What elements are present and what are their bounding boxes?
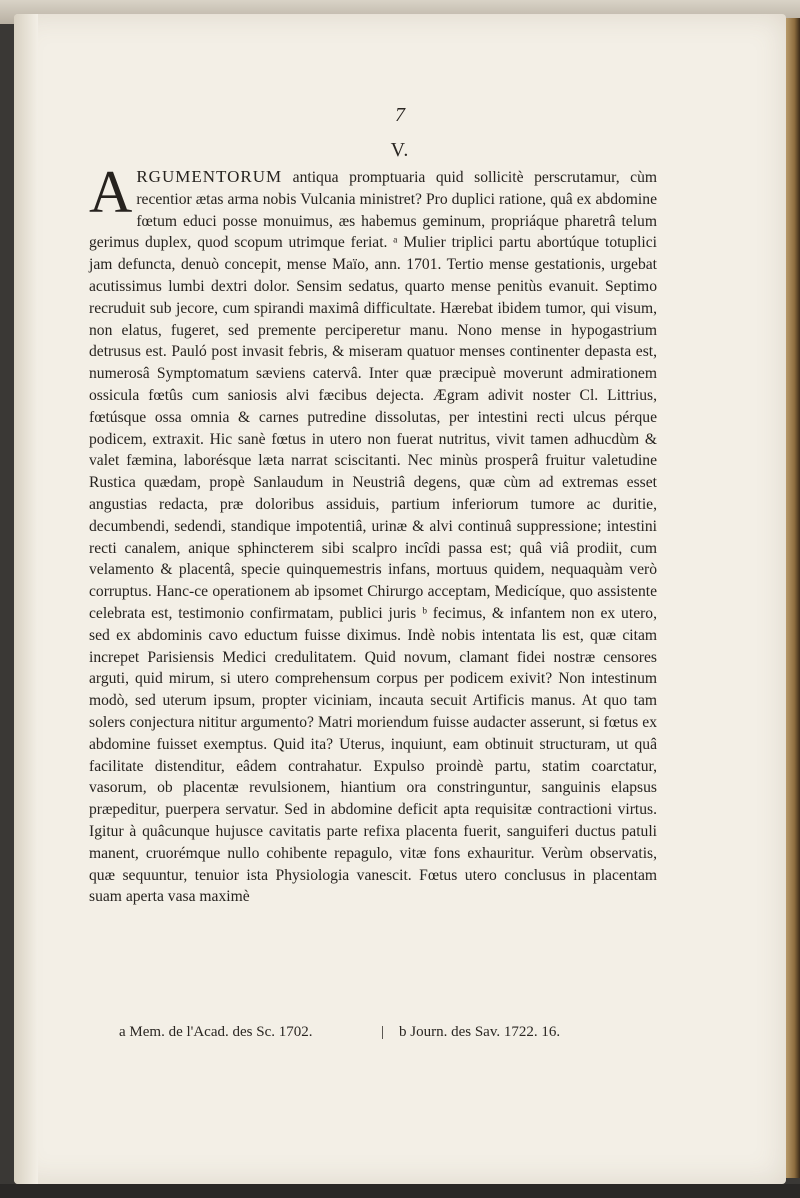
footnote-separator: | (381, 1024, 385, 1040)
first-word: RGUMENTORUM (136, 167, 283, 186)
footnote-a: a Mem. de l'Acad. des Sc. 1702. (119, 1024, 313, 1040)
book-page (14, 14, 786, 1184)
book-spine-edge (786, 18, 800, 1178)
section-number: V. (390, 139, 410, 161)
body-text: antiqua promptuaria quid sollicitè perscrutamur, cùm recentior ætas arma nobis Vulcania ministret? Pro duplici ratione, quâ ex abdomine fœtum educi posse monuimus, æs habemus geminum, propriáque pharetrâ telum gerimus duplex, quod scopum utrimque feriat. ᵃ Mulier triplici partu abortúque totuplici jam defuncta, denuò concepit, mense Maïo, ann. 1701. Tertio mense gestationis, urgebat acutissimus lumbi dextri dolor. Sensim sedatus, quarto mense penitùs evanuit. Septimo recruduit sub jecore, cum spirandi maximâ difficultate. Hærebat ibidem tumor, qui visum, non elatus, fugeret, sed premente perciperetur manu. Nono mense in hypogastrium detrusus est. Pauló post invasit febris, & miseram quatuor menses continenter depasta est, numerosâ Symptomatum sæviens catervâ. Inter quæ præcipuè moverunt admirationem ossicula fœtûs cum saniosis alvi fæcibus dejecta. Ægram adivit noster Cl. Littrius, fœtúsque ossa omnia & carnes putredine dissolutas, per intestini recti ulcus pérque podicem, extraxit. Hic sanè fœtus in utero non fuerat nutritus, vivit tamen adhucdùm & valet fæmina, laborésque læta narrat sciscitanti. Nec minùs prosperâ fruitur valetudine Rustica quædam, propè Sanlaudum in Neustriâ degens, quæ cùm ad extremas esset angustias redacta, præ doloribus assiduis, partium inferiorum tumore ac duritie, decumbendi, sedendi, standique impotentiâ, urinæ & alvi continuâ suppressione; intestini recti canalem, anique sphincterem sibi scalpro incîdi passa est; quâ viâ prodiit, cum velamento & placentâ, specie quinquemestris infans, mortuus quidem, nequaquàm verò corruptus. Hanc-ce operationem ab ipsomet Chirurgo acceptam, Medicíque, quo assistente celebrata est, testimonio confirmatam, publici juris ᵇ fecimus, & infantem non ex utero, sed ex abdominis cavo eductum fuisse diximus. Indè nobis intentata lis est, quæ citam increpet Parisiensis Medici credulitatem. Quid novum, clamant fidei nostræ censores arguti, quid mirum, si utero comprehensum corpus per podicem exivit? Non intestinum modò, sed uterum ipsum, propter viciniam, incauta secuit Artificis manus. At quo tam solers conjectura nititur argumento? Matri moriendum fuisse audacter asserunt, si fœtus ex abdomine fuisset exemptus. Quid ita? Uterus, inquiunt, eam obtinuit structuram, ut quâ facilitate distenditur, eâdem contrahatur. Expulso proindè partu, statim coarctatur, vasorum, ob placentæ revulsionem, hiantium ora constringuntur, sanguinis elapsus præpeditur, puerpera servatur. Sed in abdomine deficit apta requisitæ contractioni virtus. Igitur à quâcunque hujusce cavitatis parte refixa placenta fuerit, sanguiferi ductus patuli manent, cruorémque nullo cohibente repagulo, vitæ fons exhauritur. Verùm observatis, quæ sequuntur, tenuior ista Physiologia vanescit. Fœtus utero conclusus in placentam suam aperta vasa maximè (89, 169, 658, 906)
page-gutter-shadow (14, 14, 38, 1184)
body-paragraph (89, 159, 658, 908)
page-number: 7 (395, 104, 405, 126)
drop-cap: A (89, 159, 133, 225)
book-bottom-edge (0, 1184, 800, 1198)
footnote-b: b Journ. des Sav. 1722. 16. (399, 1024, 561, 1040)
